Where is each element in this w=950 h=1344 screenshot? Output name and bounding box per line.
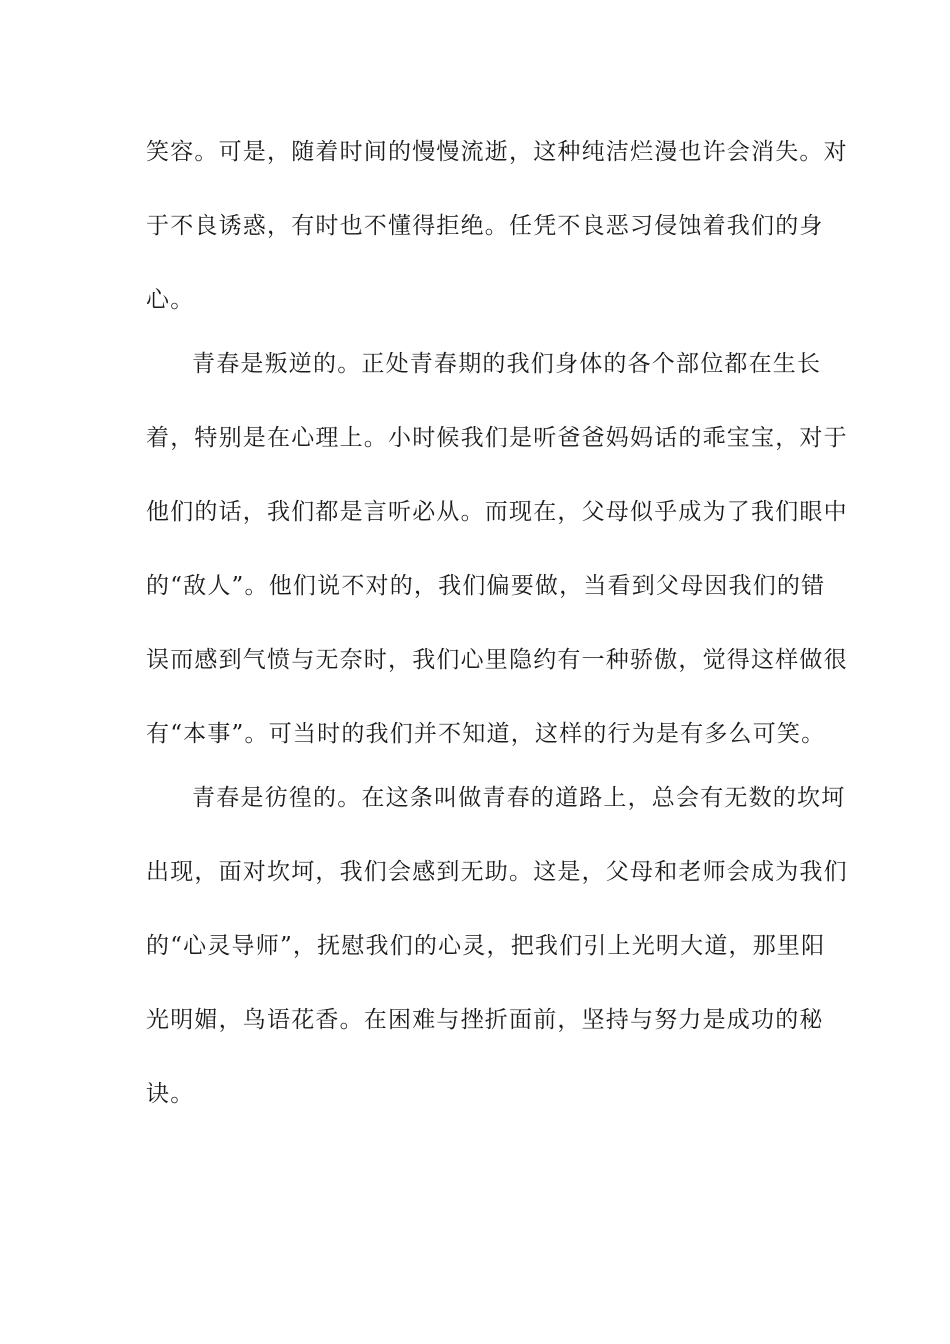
paragraph-first-line: 青春是彷徨的。在这条叫做青春的道路上，总会有无数的坎坷 bbox=[192, 785, 846, 811]
paragraph-line: 心。 bbox=[146, 287, 195, 313]
paragraph-line: 出现，面对坎坷，我们会感到无助。这是，父母和老师会成为我们 bbox=[146, 859, 848, 885]
paragraph-first-line: 青春是叛逆的。正处青春期的我们身体的各个部位都在生长 bbox=[192, 351, 822, 377]
paragraph-line: 他们的话，我们都是言听必从。而现在，父母似乎成为了我们眼中 bbox=[146, 499, 848, 525]
paragraph-line: 光明媚，鸟语花香。在困难与挫折面前，坚持与努力是成功的秘 bbox=[146, 1007, 824, 1033]
paragraph-line: 误而感到气愤与无奈时，我们心里隐约有一种骄傲，觉得这样做很 bbox=[146, 647, 848, 673]
paragraph-line: 的“敌人”。他们说不对的，我们偏要做，当看到父母因我们的错 bbox=[146, 573, 826, 599]
paragraph-line: 的“心灵导师”，抚慰我们的心灵，把我们引上光明大道，那里阳 bbox=[146, 933, 826, 959]
paragraph-line: 笑容。可是，随着时间的慢慢流逝，这种纯洁烂漫也许会消失。对 bbox=[146, 139, 848, 165]
paragraph-line: 有“本事”。可当时的我们并不知道，这样的行为是有多么可笑。 bbox=[146, 721, 826, 747]
paragraph-line: 诀。 bbox=[146, 1081, 195, 1107]
paragraph-line: 于不良诱惑，有时也不懂得拒绝。任凭不良恶习侵蚀着我们的身 bbox=[146, 213, 824, 239]
paragraph-line: 着，特别是在心理上。小时候我们是听爸爸妈妈话的乖宝宝，对于 bbox=[146, 425, 848, 451]
